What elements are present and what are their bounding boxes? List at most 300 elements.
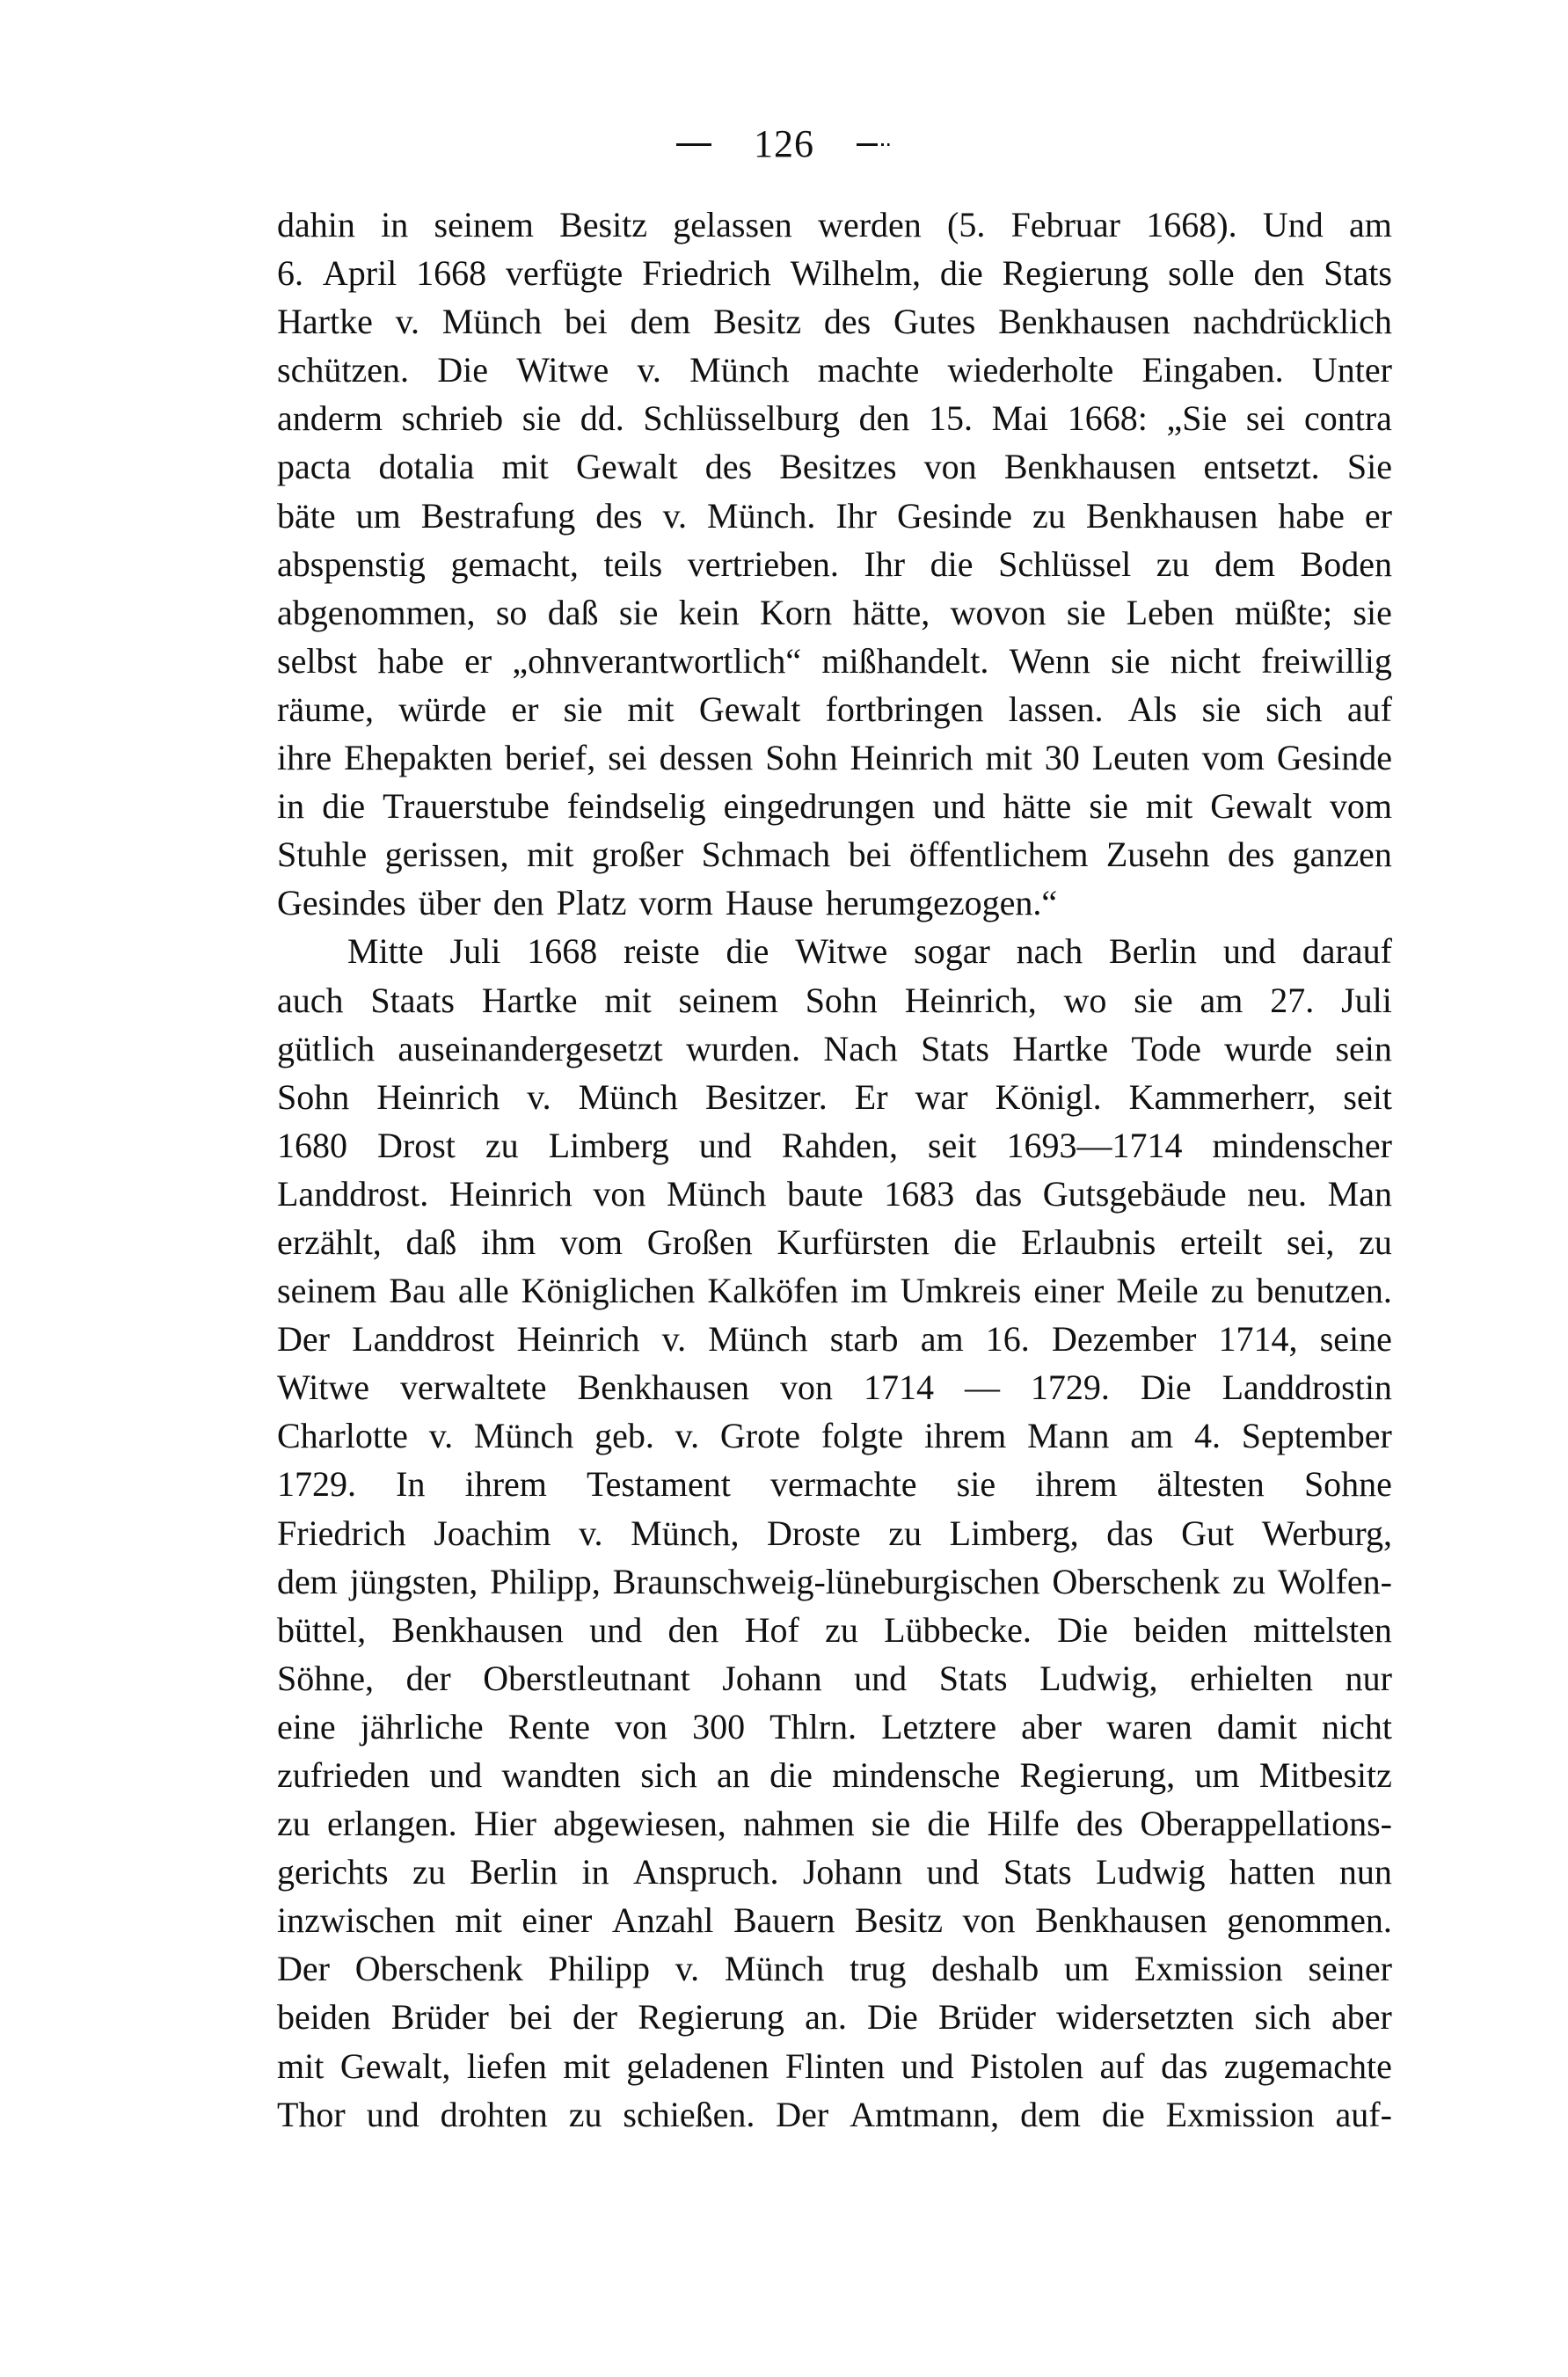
word: 300 <box>692 1706 746 1746</box>
word: er <box>464 640 492 681</box>
word: gütlich <box>277 1028 376 1068</box>
word: mit <box>985 738 1032 778</box>
word: selbst <box>277 640 358 681</box>
word: sie <box>1089 786 1128 827</box>
word: vom <box>1201 738 1265 778</box>
word: die <box>322 786 366 827</box>
word: Hartke <box>1012 1028 1109 1068</box>
text-line <box>277 1606 1392 1654</box>
word: öffentlichem <box>908 835 1089 875</box>
word: Kurfürsten <box>777 1221 930 1262</box>
word: das <box>974 1173 1023 1214</box>
word: v. <box>661 1319 687 1360</box>
word: Wenn <box>1009 640 1090 681</box>
word: Gewalt <box>576 447 678 487</box>
word: Heinrich, <box>904 980 1037 1020</box>
word: Korn <box>759 592 833 632</box>
word: den <box>858 398 910 439</box>
word: hätte, <box>852 592 930 632</box>
text-line <box>277 201 1392 249</box>
text-line <box>277 1654 1392 1703</box>
word: Regierung <box>1002 253 1149 294</box>
word: zufrieden <box>277 1755 411 1795</box>
text-line <box>277 297 1392 346</box>
word: Kammerherr, <box>1128 1076 1316 1117</box>
word: darauf <box>1302 931 1392 972</box>
word: Benkhausen <box>391 1609 564 1650</box>
word: um <box>355 495 401 536</box>
word: auch <box>277 980 344 1020</box>
word: Gewalt <box>1210 786 1312 827</box>
word: wurden. <box>686 1028 801 1068</box>
word: entsetzt. <box>1203 447 1320 487</box>
word: ganzen <box>1292 835 1392 875</box>
word: mindensche <box>832 1755 1001 1795</box>
word: zugemachte <box>1223 2045 1392 2086</box>
word: Als <box>1127 689 1178 729</box>
word: dahin <box>277 205 355 244</box>
word: schrieb <box>401 398 504 439</box>
word: Sie <box>1346 447 1392 487</box>
word: Trauerstube <box>383 786 550 827</box>
word: Sohne <box>1303 1464 1392 1505</box>
word: Gewalt, <box>339 2045 451 2086</box>
word: von <box>615 1706 668 1746</box>
word: baute <box>786 1173 864 1214</box>
word: und <box>854 1658 908 1698</box>
word: sie <box>1066 592 1106 632</box>
word: sich <box>1265 689 1323 729</box>
word: Besitzer. <box>704 1076 828 1117</box>
word: nach <box>1016 931 1083 972</box>
word: dem <box>277 1561 338 1601</box>
word: von <box>962 1900 1016 1941</box>
word: pacta <box>277 447 352 487</box>
word: bei <box>848 835 892 875</box>
word: Flinten <box>784 2045 886 2086</box>
word: solle <box>1168 253 1235 294</box>
word: eingedrungen <box>723 786 915 827</box>
word: Werburg, <box>1261 1513 1392 1553</box>
word: Exmission <box>1134 1949 1283 1989</box>
word: dd. <box>580 398 624 439</box>
word: sein <box>1335 1028 1392 1068</box>
word: Nach <box>823 1028 898 1068</box>
word: in <box>581 1852 609 1892</box>
word: Königl. <box>995 1076 1102 1117</box>
word: schießen. <box>623 2094 755 2134</box>
word: Münch <box>441 302 543 342</box>
word: mit <box>501 447 549 487</box>
text-line <box>277 442 1392 491</box>
word: Oberschenk <box>1052 1561 1221 1601</box>
word: folgte <box>820 1416 904 1456</box>
word: teils <box>603 543 663 584</box>
word: so <box>495 592 528 632</box>
word: sich <box>640 1755 697 1795</box>
word: zu <box>888 1513 923 1553</box>
word: Testament <box>587 1464 731 1505</box>
word: des <box>704 447 753 487</box>
word: Sohn <box>277 1076 350 1117</box>
word: Schlüssel <box>998 543 1132 584</box>
word: Grote <box>719 1416 800 1456</box>
word: Dezember <box>1051 1319 1197 1360</box>
word: berief, <box>504 738 596 778</box>
text-line <box>277 1509 1392 1557</box>
text-line <box>277 540 1392 588</box>
word: Landdrostin <box>1222 1367 1392 1408</box>
word: Joachim <box>434 1513 551 1553</box>
word: waren <box>1106 1706 1192 1746</box>
word: Stats <box>1003 1852 1072 1892</box>
word: (5. <box>947 205 986 244</box>
text-line <box>277 1896 1392 1944</box>
word: Ihr <box>864 543 906 584</box>
word: Benkhausen <box>1003 447 1177 487</box>
word: v. <box>662 495 687 536</box>
word: aber <box>1331 1997 1392 2038</box>
word: in <box>381 205 409 244</box>
word: sei, <box>1286 1221 1335 1262</box>
word: Heinrich <box>850 738 974 778</box>
word: Witwe <box>277 1367 370 1408</box>
word: Benkhausen <box>1085 495 1258 536</box>
word: zu <box>1032 495 1066 536</box>
word: jährliche <box>360 1706 484 1746</box>
word: neu. <box>1247 1173 1308 1214</box>
word: contra <box>1303 398 1392 439</box>
word: lassen. <box>1008 689 1104 729</box>
word: am <box>1200 980 1243 1020</box>
word: ihrem <box>1035 1464 1118 1505</box>
word: Besitz <box>559 205 648 244</box>
word: Thlrn. <box>769 1706 857 1746</box>
word: trug <box>849 1949 907 1989</box>
word: 1729. <box>1030 1367 1110 1408</box>
word: Hause <box>725 883 813 923</box>
word: Brüder <box>390 1997 489 2038</box>
text-line <box>277 733 1392 782</box>
body-text <box>277 201 1392 2139</box>
word: Anzahl <box>611 1900 714 1941</box>
word: des <box>1227 835 1275 875</box>
word: Erlaubnis <box>1020 1221 1156 1262</box>
word: die <box>930 543 974 584</box>
word: Braunschweig-lüneburgischen <box>612 1561 1040 1601</box>
word: an. <box>805 1997 847 2038</box>
word: 1668). <box>1146 205 1237 244</box>
word: Münch <box>724 1949 825 1989</box>
word: 15. <box>929 398 974 439</box>
word: nahmen <box>742 1804 855 1844</box>
word: mit <box>563 2045 610 2086</box>
word: Münch. <box>707 495 816 536</box>
word: den <box>492 883 544 923</box>
word: die <box>939 253 983 294</box>
word: Philipp <box>548 1949 651 1989</box>
word: Leben <box>1126 592 1214 632</box>
word: auseinandergesetzt <box>397 1028 663 1068</box>
word: Thor <box>277 2094 346 2134</box>
word: seiner <box>1308 1949 1392 1989</box>
word: April <box>322 253 397 294</box>
word: Rente <box>507 1706 590 1746</box>
word: schützen. <box>277 350 409 390</box>
word: vom <box>1329 786 1392 827</box>
word: Bau <box>389 1271 446 1311</box>
word: bei <box>564 302 608 342</box>
word: Zusehn <box>1105 835 1210 875</box>
word: Stats <box>938 1658 1008 1698</box>
word: um <box>1194 1755 1240 1795</box>
text-line <box>277 927 1392 975</box>
word: In <box>396 1464 426 1505</box>
word: starb <box>829 1319 899 1360</box>
word: er <box>1364 495 1392 536</box>
word: September <box>1241 1416 1392 1456</box>
word: vorm <box>638 883 713 923</box>
word: seine <box>1319 1319 1392 1360</box>
word: Gesindes <box>277 883 406 923</box>
word: abgenommen, <box>277 592 476 632</box>
word: v. <box>527 1076 551 1117</box>
word: Oberappellations- <box>1140 1804 1392 1844</box>
word: seit <box>927 1125 977 1165</box>
word: Der <box>277 1949 330 1989</box>
word: die <box>1101 2094 1145 2134</box>
word: des <box>595 495 643 536</box>
word: Limberg, <box>949 1513 1079 1553</box>
word: dem <box>1214 543 1275 584</box>
word: Er <box>854 1076 888 1117</box>
word: Mitte <box>347 931 424 972</box>
word: Heinrich <box>516 1319 640 1360</box>
text-line <box>277 1557 1392 1606</box>
text-line <box>277 1363 1392 1411</box>
word: mit <box>604 980 652 1020</box>
word: Amtmann, <box>850 2094 1000 2134</box>
word: 1714, <box>1218 1319 1298 1360</box>
word: v. <box>675 1416 700 1456</box>
word: 1668 <box>527 931 598 972</box>
word: Die <box>866 1997 918 2038</box>
word: Oberschenk <box>354 1949 523 1989</box>
page-header <box>0 121 1568 167</box>
word: 1668 <box>416 253 487 294</box>
word: machte <box>817 350 920 390</box>
word: 1714 <box>863 1367 934 1408</box>
word: Münch <box>473 1416 574 1456</box>
word: deshalb <box>931 1949 1039 1989</box>
word: Besitz <box>855 1900 943 1941</box>
word: dem <box>1020 2094 1081 2134</box>
word: Johann <box>802 1852 903 1892</box>
word: Gutsgebäude <box>1042 1173 1227 1214</box>
word: erzählt, <box>277 1221 382 1262</box>
word: Berlin <box>470 1852 558 1892</box>
word: Februar <box>1010 205 1121 244</box>
word: benutzen. <box>1256 1271 1392 1311</box>
word: Benkhausen <box>577 1367 750 1408</box>
word: hatten <box>1229 1852 1316 1892</box>
word: 27. <box>1270 980 1315 1020</box>
text-line <box>277 879 1392 927</box>
word: hätte <box>1003 786 1072 827</box>
word: Umkreis <box>900 1271 1022 1311</box>
word: Bauern <box>733 1900 835 1941</box>
word: Heinrich <box>449 1173 573 1214</box>
word: Landdrost <box>352 1319 495 1360</box>
word: nicht <box>1322 1706 1392 1746</box>
word: Witwe <box>795 931 888 972</box>
word: das <box>1106 1513 1154 1553</box>
word: Besitzes <box>779 447 897 487</box>
word: Münch, <box>631 1513 740 1553</box>
word: Sohn <box>765 738 838 778</box>
word: jüngsten, <box>349 1561 478 1601</box>
word: Großen <box>646 1221 753 1262</box>
text-line <box>277 830 1392 879</box>
word: Stuhle <box>277 835 368 875</box>
word: Der <box>776 2094 829 2134</box>
word: Mai <box>991 398 1049 439</box>
word: zu <box>485 1125 519 1165</box>
word: und <box>366 2094 419 2134</box>
text-line <box>277 394 1392 442</box>
word: wovon <box>950 592 1047 632</box>
word: 1729. <box>277 1464 356 1505</box>
word: 1668: <box>1067 398 1148 439</box>
word: Heinrich <box>376 1076 500 1117</box>
word: einer <box>1033 1271 1105 1311</box>
word: feindselig <box>566 786 706 827</box>
word: Gesinde <box>1276 738 1392 778</box>
word: Die <box>1057 1609 1108 1650</box>
word: Ehepakten <box>344 738 492 778</box>
word: im <box>850 1271 888 1311</box>
word: der <box>573 1997 618 2038</box>
word: Gewalt <box>698 689 801 729</box>
text-line <box>277 1121 1392 1170</box>
text-line <box>277 1266 1392 1315</box>
word: und <box>926 1852 980 1892</box>
word: Hartke <box>481 980 578 1020</box>
word: wurde <box>1224 1028 1313 1068</box>
word: des <box>823 302 872 342</box>
word: Brüder <box>937 1997 1036 2038</box>
word: Regierung <box>638 1997 784 2038</box>
word: wandten <box>501 1755 622 1795</box>
page-number-dash-right <box>857 143 892 146</box>
word: von <box>593 1173 646 1214</box>
word: eine <box>277 1706 336 1746</box>
word: genommen. <box>1227 1900 1392 1941</box>
word: Gut <box>1181 1513 1235 1553</box>
word: kein <box>678 592 740 632</box>
word: drohten <box>440 2094 548 2134</box>
word: Friedrich <box>642 253 771 294</box>
word: er <box>511 689 539 729</box>
word: sie <box>563 689 603 729</box>
text-line <box>277 1944 1392 1993</box>
word: seinem <box>277 1271 377 1311</box>
text-line <box>277 1751 1392 1799</box>
word: sie <box>871 1804 911 1844</box>
word: ihre <box>277 738 332 778</box>
word: das <box>1161 2045 1208 2086</box>
word: Schmach <box>701 835 831 875</box>
word: Söhne, <box>277 1658 374 1698</box>
word: und <box>901 2045 954 2086</box>
text-line <box>277 1799 1392 1848</box>
word: Hartke <box>277 302 373 342</box>
word: wiederholte <box>947 350 1114 390</box>
word: ihrem <box>923 1416 1007 1456</box>
word: Königlichen <box>521 1271 696 1311</box>
word: zu <box>1359 1221 1392 1262</box>
word: habe <box>377 640 444 681</box>
word: Hof <box>744 1609 799 1650</box>
word: alle <box>457 1271 509 1311</box>
word: und <box>932 786 986 827</box>
word: mit <box>627 689 675 729</box>
text-line <box>277 2042 1392 2090</box>
word: um <box>1064 1949 1110 1989</box>
word: Gesinde <box>896 495 1013 536</box>
word: sie <box>1201 689 1241 729</box>
word: den <box>1253 253 1305 294</box>
word: einer <box>521 1900 593 1941</box>
word: erlangen. <box>326 1804 457 1844</box>
word: mit <box>1145 786 1193 827</box>
word: sie <box>1353 592 1392 632</box>
word: Leuten <box>1091 738 1190 778</box>
word: Charlotte <box>277 1416 408 1456</box>
word: Platz <box>556 883 627 923</box>
word: die <box>953 1221 997 1262</box>
word: Oberstleutnant <box>483 1658 690 1698</box>
word: büttel, <box>277 1609 367 1650</box>
word: v. <box>675 1949 700 1989</box>
word: sie <box>618 592 659 632</box>
word: 6. <box>277 253 303 294</box>
word: dem <box>630 302 691 342</box>
word: mindenscher <box>1212 1125 1392 1165</box>
word: erteilt <box>1180 1221 1263 1262</box>
word: aber <box>1021 1706 1082 1746</box>
word: ältesten <box>1156 1464 1265 1505</box>
word: und <box>589 1609 643 1650</box>
word: sei <box>608 738 647 778</box>
word: Die <box>437 350 488 390</box>
text-line <box>277 1073 1392 1121</box>
word: zu <box>412 1852 446 1892</box>
text-line <box>277 1703 1392 1751</box>
word: mit <box>277 2045 325 2086</box>
page-number-dash-left <box>676 143 711 146</box>
word: auf <box>1346 689 1392 729</box>
word: sie <box>1111 640 1150 681</box>
word: zu <box>1210 1271 1244 1311</box>
word: des <box>1076 1804 1124 1844</box>
word: ihm <box>480 1221 536 1262</box>
word: gemacht, <box>450 543 579 584</box>
word: Tode <box>1131 1028 1201 1068</box>
word: 1680 <box>277 1125 347 1165</box>
text-line <box>277 1024 1392 1073</box>
word: zu <box>277 1804 310 1844</box>
